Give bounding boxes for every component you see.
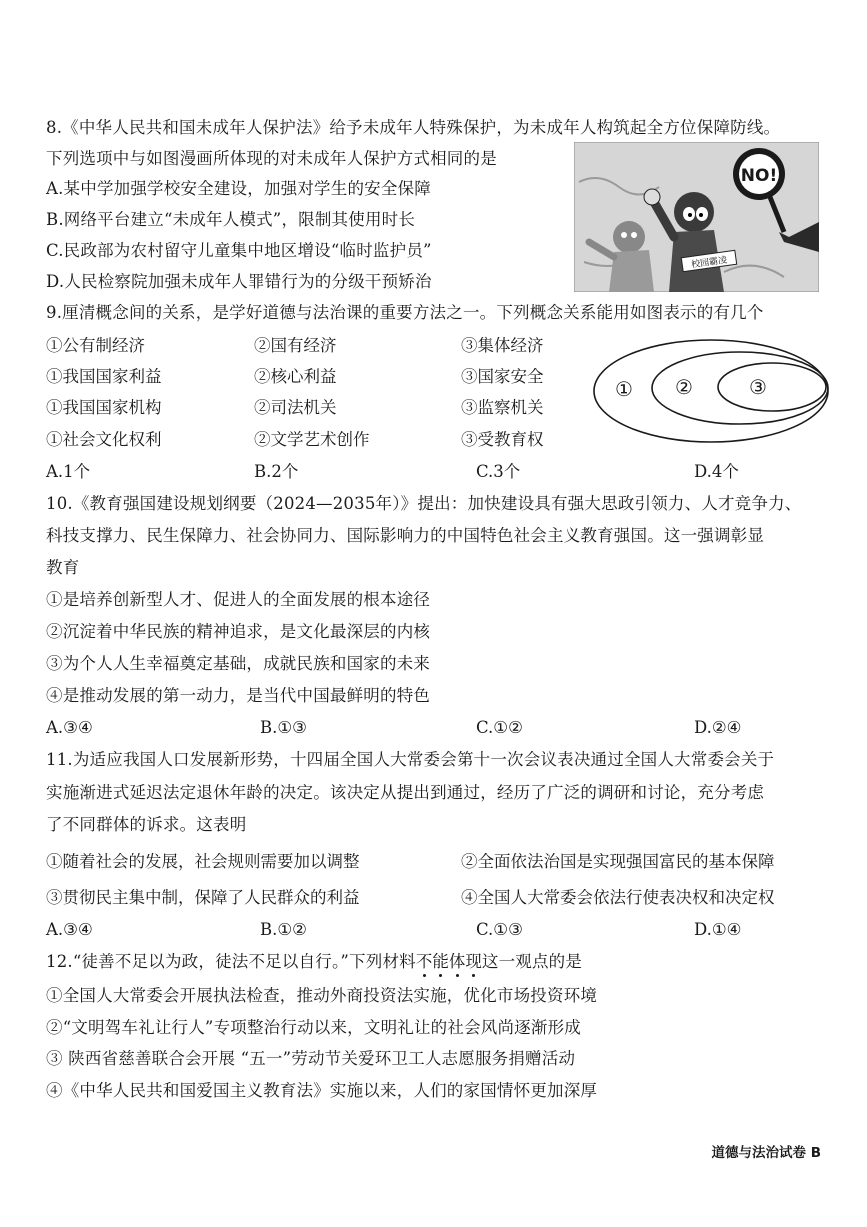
q9-row2-item2: ②核心利益 [254,367,337,386]
venn-inner-ellipse [718,363,826,411]
q9-row3-item2: ②司法机关 [254,398,337,417]
q11-statement-2: ②全面依法治国是实现强国富民的基本保障 [461,852,775,871]
q9-row4-item1: ①社会文化权利 [46,430,162,449]
q11-statement-4: ④全国人大常委会依法行使表决权和决定权 [461,888,775,907]
q8-option-c: C.民政部为农村留守儿童集中地区增设“临时监护员” [46,241,432,260]
q10-answer-c: C.①② [476,718,523,737]
q9-venn-diagram [592,338,830,444]
q8-cartoon-image [574,142,819,292]
q12-statement-2: ②“文明驾车礼让行人”专项整治行动以来，文明礼让的社会风尚逐渐形成 [46,1018,581,1037]
q10-stem-line2: 科技支撑力、民生保障力、社会协同力、国际影响力的中国特色社会主义教育强国。这一强调彰显 [46,526,765,545]
q10-statement-1: ①是培养创新型人才、促进人的全面发展的根本途径 [46,590,431,609]
q9-answer-a: A.1个 [46,462,91,481]
q9-answer-b: B.2个 [254,462,299,481]
q9-stem: 9.厘清概念间的关系，是学好道德与法治课的重要方法之一。下列概念关系能用如图表示的有几个 [46,303,764,322]
q10-statement-2: ②沉淀着中华民族的精神追求，是文化最深层的内核 [46,622,431,641]
q9-answer-c: C.3个 [476,462,521,481]
page-footer: 道德与法治试卷 B [711,1145,821,1161]
q12-stem [46,952,582,972]
q9-answer-d: D.4个 [694,462,739,481]
q9-row1-item1: ①公有制经济 [46,336,145,355]
q8-stem-line2: 下列选项中与如图漫画所体现的对未成年人保护方式相同的是 [46,149,497,168]
q9-row1-item3: ③集体经济 [461,336,544,355]
q8-option-a: A.某中学加强学校安全建设，加强对学生的安全保障 [46,179,431,198]
q10-statement-4: ④是推动发展的第一动力，是当代中国最鲜明的特色 [46,686,431,705]
q9-row2-item3: ③国家安全 [461,367,544,386]
q8-option-b: B.网络平台建立“未成年人模式”，限制其使用时长 [46,210,416,229]
q11-answer-a: A.③④ [46,920,93,939]
q11-stem-line3: 了不同群体的诉求。这表明 [46,815,247,834]
emphasis-char-1: 不 [415,952,433,971]
q9-row2-item1: ①我国国家利益 [46,367,162,386]
q9-row1-item2: ②国有经济 [254,336,337,355]
q10-answer-b: B.①③ [260,718,307,737]
q12-statement-1: ①全国人大常委会开展执法检查，推动外商投资法实施，优化市场投资环境 [46,986,598,1005]
q12-statement-3: ③ 陕西省慈善联合会开展 “五一”劳动节关爱环卫工人志愿服务捐赠活动 [46,1049,576,1068]
q8-stem-line1: 8.《中华人民共和国未成年人保护法》给予未成年人特殊保护，为未成年人构筑起全方位保障防线。 [46,118,781,137]
venn-label-1: ① [615,377,633,401]
q9-row4-item3: ③受教育权 [461,430,544,449]
q10-answer-a: A.③④ [46,718,93,737]
q11-stem-line2: 实施渐进式延迟法定退休年龄的决定。该决定从提出到通过，经历了广泛的调研和讨论，充分考虑 [46,783,765,802]
q8-option-d: D.人民检察院加强未成年人罪错行为的分级干预矫治 [46,272,432,291]
q10-stem-line3: 教育 [46,558,80,577]
q11-answer-d: D.①④ [694,920,742,939]
q10-stem-line1: 10.《教育强国建设规划纲要（2024—2035年）》提出：加快建设具有强大思政引领力、人才竞争力、 [46,494,802,513]
q12-stem-post: 这一观点的是 [481,952,583,971]
q12-stem-emphasis [416,952,482,971]
emphasis-char-3: 体 [448,952,466,971]
q12-stem-pre: 12.“徒善不足以为政，徒法不足以自行。”下列材料 [46,952,416,971]
emphasis-char-2: 能 [432,952,449,971]
q11-answer-b: B.①② [260,920,307,939]
q11-answer-c: C.①③ [476,920,523,939]
q11-statement-3: ③贯彻民主集中制，保障了人民群众的利益 [46,888,360,907]
q9-row4-item2: ②文学艺术创作 [254,430,370,449]
emphasis-char-4: 现 [465,952,482,971]
q11-stem-line1: 11.为适应我国人口发展新形势，十四届全国人大常委会第十一次会议表决通过全国人大常委会关于 [46,750,775,769]
q12-statement-4: ④《中华人民共和国爱国主义教育法》实施以来，人们的家国情怀更加深厚 [46,1081,598,1100]
bully-sash-text: 校园霸凌 [690,255,728,271]
venn-label-3: ③ [749,375,767,399]
q9-row3-item3: ③监察机关 [461,398,544,417]
q10-answer-d: D.②④ [694,718,742,737]
q9-row3-item1: ①我国国家机构 [46,398,162,417]
venn-label-2: ② [675,375,693,399]
q11-statement-1: ①随着社会的发展，社会规则需要加以调整 [46,852,360,871]
no-sign-text: NO! [740,166,778,186]
q10-statement-3: ③为个人人生幸福奠定基础，成就民族和国家的未来 [46,654,431,673]
